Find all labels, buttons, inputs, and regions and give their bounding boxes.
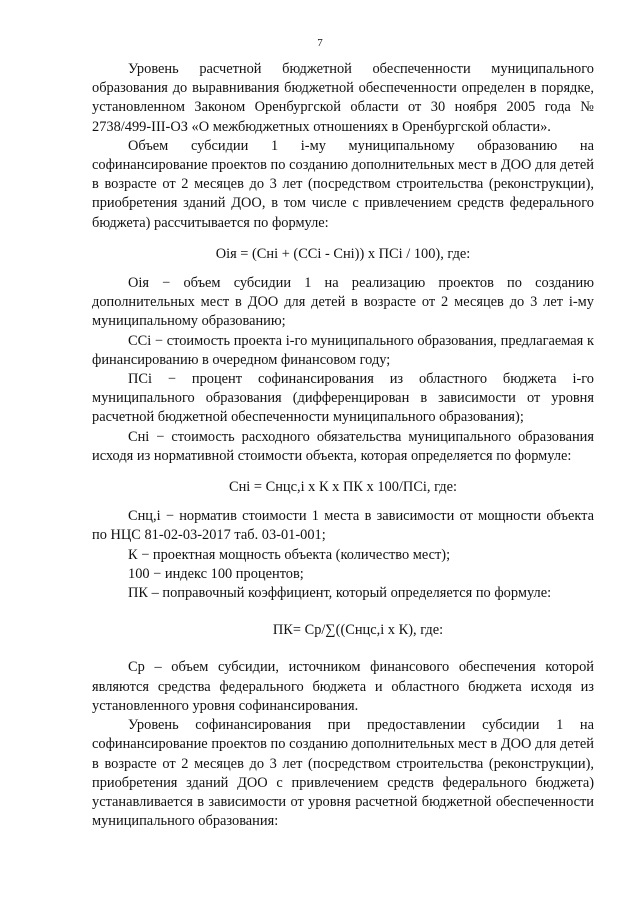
paragraph-subsidy-volume: Объем субсидии 1 i-му муниципальному образованию на софинансирование проектов по созданию дополнительных мест в ДОО для детей в возрасте от 2 месяцев до 3 лет (посредством строительства (реконструкции), приобретения зданий ДОО, в том числе с привлечением средств федерального бюджета) рассчитывается по формуле:	[92, 137, 594, 231]
formula-subsidy: Оiя = (Снi + (ССi - Снi)) x ПСi / 100), где:	[215, 245, 471, 262]
definition-sr: Ср – объем субсидии, источником финансового обеспечения которой являются средства федерального бюджета и областного бюджета исходя из установленного уровня софинансирования.	[92, 659, 594, 714]
definition-pk: ПК – поправочный коэффициент, который определяется по формуле:	[128, 585, 552, 602]
paragraph-cofinancing-level: Уровень софинансирования при предоставлении субсидии 1 на софинансирование проектов по созданию дополнительных мест в ДОО для детей в возрасте от 2 месяцев до 3 лет (посредством строительства (реконструкции), приобретения зданий ДОО с привлечением средств федерального бюджета) устанавливается в зависимости от уровня расчетной бюджетной обеспеченности муниципального образования:	[92, 717, 594, 830]
formula-cost: Снi = Снцс,i x К x ПК x 100/ПСi, где:	[228, 479, 457, 496]
definition-k: К − проектная мощность объекта (количество мест);	[128, 546, 451, 563]
page-number: 7	[317, 37, 323, 49]
definition-ssi: ССi − стоимость проекта i-го муниципального образования, предлагаемая к финансированию в очередном финансовом году;	[92, 332, 594, 368]
document-body	[92, 60, 594, 831]
definition-sni: Снi − стоимость расходного обязательства муниципального образования исходя из нормативной стоимости объекта, которая определяется по формуле:	[92, 428, 594, 464]
definition-snc: Снц,i − норматив стоимости 1 места в зависимости от мощности объекта по НЦС 81-02-03-2017 таб. 03-01-001;	[92, 508, 594, 544]
definition-oiya: Оiя − объем субсидии 1 на реализацию проектов по созданию дополнительных мест в ДОО для детей в возрасте от 2 месяцев до 3 лет i-му муниципальному образованию;	[92, 275, 594, 330]
definition-100: 100 − индекс 100 процентов;	[128, 565, 304, 582]
paragraph-budget-level: Уровень расчетной бюджетной обеспеченности муниципального образования до выравнивания бюджетной обеспеченности определен в порядке, установленном Законом Оренбургской области от 30 ноября 2005 года № 2738/499-III-ОЗ «О межбюджетных отношениях в Оренбургской области».	[92, 61, 594, 135]
definition-psi: ПСi − процент софинансирования из областного бюджета i-го муниципального образования (дифференцирован в зависимости от уровня расчетной бюджетной обеспеченности муниципального образования);	[92, 371, 594, 426]
formula-correction: ПК= Ср/∑((Снцс,i x К), где:	[272, 622, 444, 639]
